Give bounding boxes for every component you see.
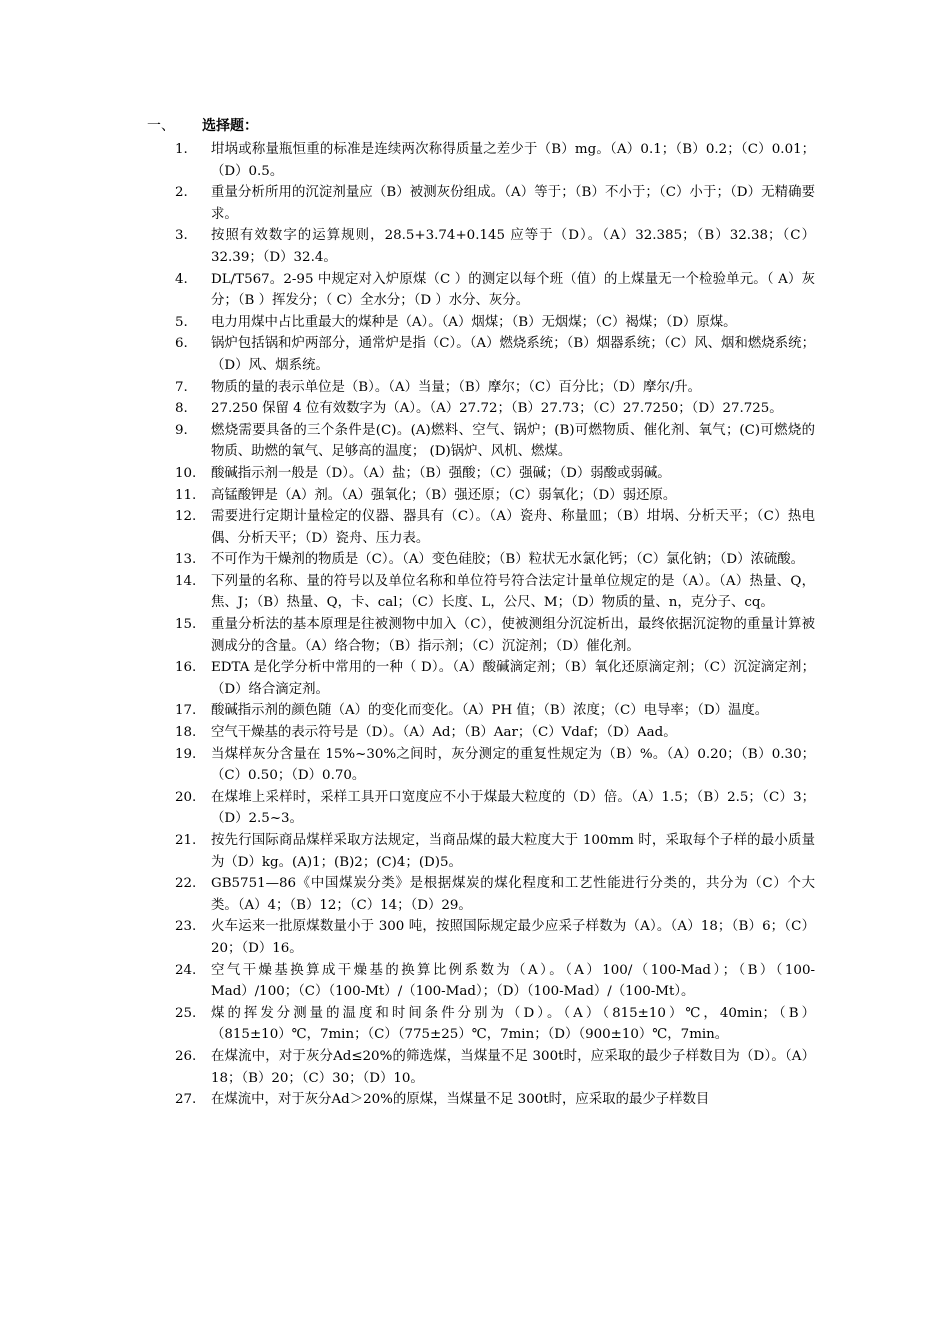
question-text: 酸碱指示剂一般是（D）。（A）盐；（B）强酸；（C）强碱；（D）弱酸或弱碱。 (211, 465, 671, 481)
question-item (175, 463, 815, 485)
question-item (175, 1003, 815, 1046)
question-number: 1. (175, 142, 188, 157)
question-text: 坩埚或称量瓶恒重的标准是连续两次称得质量之差少于（B）mg。（A）0.1；（B）0.2；（C）0.01；（D）0.5。 (211, 142, 815, 179)
question-number: 9. (175, 422, 188, 438)
question-item (175, 139, 815, 182)
question-item (175, 830, 815, 873)
question-item (175, 1046, 815, 1089)
question-number: 3. (175, 228, 188, 244)
question-number: 11. (175, 487, 197, 503)
question-text: 在煤流中，对于灰分Ad＞20%的原煤，当煤量不足 300t时，应采取的最少子样数目 (211, 1092, 710, 1108)
question-item (175, 398, 815, 420)
question-text: 不可作为干燥剂的物质是（C）。（A）变色硅胶；（B）粒状无水氯化钙；（C）氯化钠；（D）浓硫酸。 (211, 552, 805, 568)
question-item (175, 744, 815, 787)
question-item (175, 722, 815, 744)
question-number: 25. (175, 1005, 197, 1021)
question-text: 电力用煤中占比重最大的煤种是（A）。（A）烟煤；（B）无烟煤；（C）褐煤；（D）原煤。 (211, 314, 737, 330)
question-number: 20. (175, 789, 197, 805)
question-text: 按先行国际商品煤样采取方法规定，当商品煤的最大粒度大于 100mm 时，采取每个子样的最小质量为（D）kg。(A)1；(B)2；(C)4；(D)5。 (211, 833, 815, 870)
question-text: 酸碱指示剂的颜色随（A）的变化而变化。（A）PH 值；（B）浓度；（C）电导率；（D）温度。 (211, 703, 769, 719)
section-heading (147, 115, 258, 137)
question-text: 27.250 保留 4 位有效数字为（A）。（A）27.72；（B）27.73；（C）27.7250；（D）27.725。 (211, 401, 783, 417)
question-number: 27. (175, 1092, 197, 1108)
question-text: 锅炉包括锅和炉两部分，通常炉是指（C）。（A）燃烧系统；（B）烟器系统；（C）风、烟和燃烧系统；（D）风、烟系统。 (211, 336, 815, 373)
question-item (175, 657, 815, 700)
question-number: 12. (175, 509, 197, 525)
question-item (175, 960, 815, 1003)
question-item (175, 377, 815, 399)
question-number: 6. (175, 336, 188, 352)
question-text: 需要进行定期计量检定的仪器、器具有（C）。（A）瓷舟、称量皿；（B）坩埚、分析天平；（C）热电偶、分析天平；（D）瓷舟、压力表。 (211, 509, 815, 546)
question-item (175, 571, 815, 614)
question-text: 物质的量的表示单位是（B）。（A）当量；（B）摩尔；（C）百分比；（D）摩尔/升。 (211, 379, 702, 395)
question-item (175, 269, 815, 312)
question-item (175, 873, 815, 916)
question-item (175, 549, 815, 571)
question-text: DL/T567。2-95 中规定对入炉原煤（C ）的测定以每个班（值）的上煤量无一个检验单元。（ A）灰分；（B ）挥发分；（ C）全水分；（D ）水分、灰分。 (211, 271, 815, 309)
question-item (175, 420, 815, 463)
question-number: 21. (175, 833, 197, 848)
question-number: 13. (175, 552, 197, 568)
question-number: 18. (175, 725, 197, 741)
question-item (175, 787, 815, 830)
question-text: 煤的挥发分测量的温度和时间条件分别为（D）。（A）（815±10）℃，40min；（B）（815±10）℃，7min；（C）（775±25）℃，7min；（D）（900±10）℃，7min。 (211, 1005, 815, 1043)
question-text: 在煤堆上采样时，采样工具开口宽度应不小于煤最大粒度的（D）倍。（A）1.5；（B）2.5；（C）3；（D）2.5~3。 (211, 789, 816, 827)
question-text: 火车运来一批原煤数量小于 300 吨，按照国际规定最少应采子样数为（A）。（A）18；（B）6；（C）20；（D）16。 (211, 919, 815, 956)
question-list (175, 139, 815, 1111)
question-text: 空气干燥基的表示符号是（D）。（A）Ad；（B）Aar；（C）Vdaf；（D）Aad。 (211, 725, 677, 741)
question-text: 高锰酸钾是（A）剂。（A）强氧化；（B）强还原；（C）弱氧化；（D）弱还原。 (211, 487, 677, 503)
question-number: 15. (175, 617, 197, 633)
question-text: 按照有效数字的运算规则，28.5+3.74+0.145 应等于（D）。（A）32.385；（B）32.38；（C）32.39；（D）32.4。 (211, 228, 815, 265)
section-number: 一、 (147, 118, 175, 134)
question-item (175, 614, 815, 657)
question-text: 燃烧需要具备的三个条件是(C)。(A)燃料、空气、锅炉；(B)可燃物质、催化剂、氧气；(C)可燃烧的物质、助燃的氧气、足够高的温度； (D)锅炉、风机、燃煤。 (211, 422, 815, 460)
question-number: 10. (175, 465, 197, 481)
question-text: 重量分析所用的沉淀剂量应（B）被测灰份组成。（A）等于；（B）不小于；（C）小于；（D）无精确要求。 (211, 185, 815, 222)
question-number: 23. (175, 919, 197, 935)
question-text: 在煤流中，对于灰分Ad≤20%的筛选煤，当煤量不足 300t时，应采取的最少子样数目为（D）。（A）18；（B）20；（C）30；（D）10。 (211, 1048, 815, 1086)
question-text: 当煤样灰分含量在 15%~30%之间时，灰分测定的重复性规定为（B）%。（A）0.20；（B）0.30；（C）0.50；（D）0.70。 (211, 746, 815, 784)
question-number: 26. (175, 1048, 197, 1064)
question-item (175, 485, 815, 507)
section-title: 选择题： (202, 118, 258, 134)
question-number: 8. (175, 401, 188, 417)
question-number: 24. (175, 962, 197, 978)
question-number: 17. (175, 703, 197, 719)
question-item (175, 333, 815, 376)
question-item (175, 312, 815, 334)
question-text: 重量分析法的基本原理是往被测物中加入（C），使被测组分沉淀析出，最终依据沉淀物的重量计算被测成分的含量。（A）络合物；（B）指示剂；（C）沉淀剂；（D）催化剂。 (211, 617, 815, 654)
question-number: 22. (175, 876, 197, 892)
question-number: 14. (175, 573, 197, 589)
question-item (175, 1089, 815, 1111)
question-number: 7. (175, 379, 188, 395)
question-number: 5. (175, 314, 188, 330)
question-number: 4. (175, 271, 188, 287)
question-number: 19. (175, 746, 197, 762)
question-text: EDTA 是化学分析中常用的一种（ D）。（A）酸碱滴定剂；（B）氧化还原滴定剂；（C）沉淀滴定剂；（D）络合滴定剂。 (211, 660, 815, 697)
question-item (175, 506, 815, 549)
question-text: GB5751—86《中国煤炭分类》是根据煤炭的煤化程度和工艺性能进行分类的，共分为（C）个大类。（A）4；（B）12；（C）14；（D）29。 (211, 876, 815, 913)
question-text: 空气干燥基换算成干燥基的换算比例系数为（A）。（A）100/（100-Mad）；（B）（100-Mad）/100；（C）（100-Mt）/（100-Mad）；（D）（100-Mad）/（100-Mt）。 (211, 962, 815, 1000)
question-number: 2. (175, 185, 188, 201)
question-item (175, 225, 815, 268)
question-number: 16. (175, 660, 197, 676)
question-item (175, 700, 815, 722)
question-item (175, 916, 815, 959)
question-text: 下列量的名称、量的符号以及单位名称和单位符号符合法定计量单位规定的是（A）。（A）热量、Q，焦、J；（B）热量、Q，卡、cal；（C）长度、L，公尺、M；（D）物质的量、n，克分子、cq。 (211, 573, 815, 611)
question-item (175, 182, 815, 225)
